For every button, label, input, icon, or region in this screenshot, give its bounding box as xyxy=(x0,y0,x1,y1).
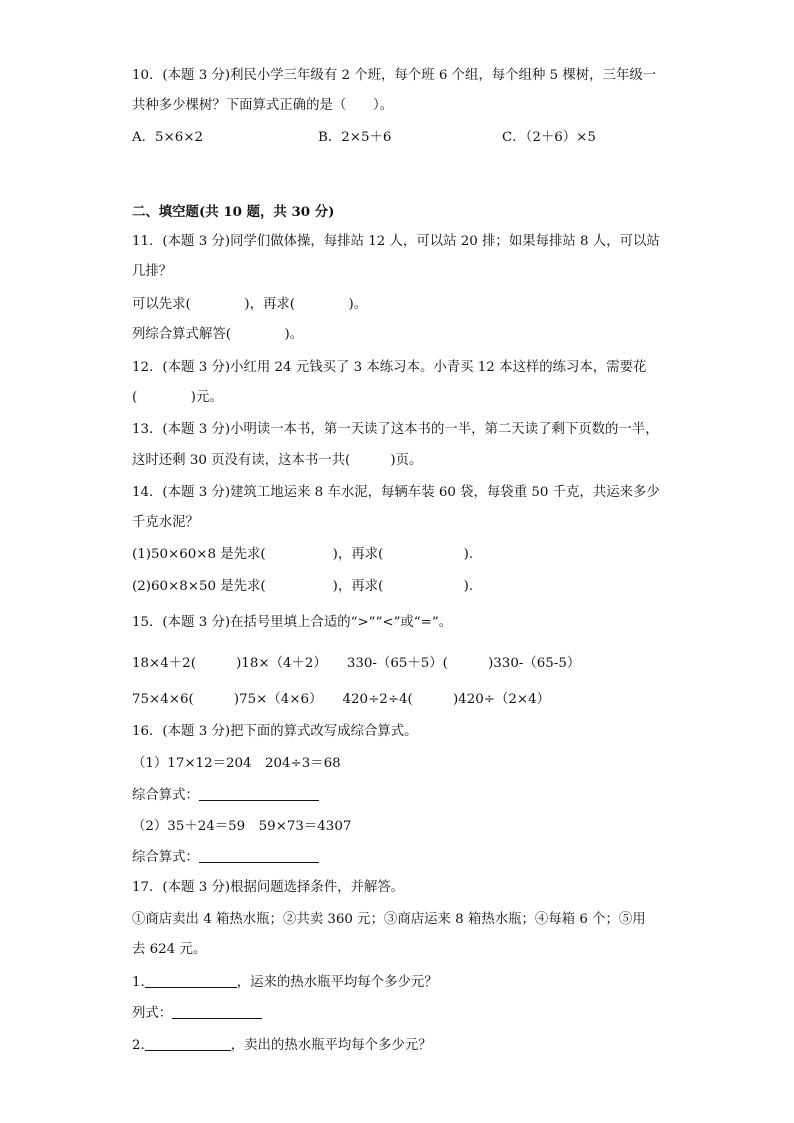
q12-stem-line-1: 12．(本题 3 分)小红用 24 元钱买了 3 本练习本。小青买 12 本这样的练习本，需要花 xyxy=(132,360,647,375)
q11-answer-line-1: 可以先求( )，再求( )。 xyxy=(132,297,368,312)
q11-answer-line-2: 列综合算式解答( )。 xyxy=(132,327,304,342)
answer-blank-line[interactable] xyxy=(145,973,237,988)
answer-blank-line[interactable] xyxy=(172,1004,262,1019)
q14-subquestion-1: (1)50×60×8 是先求( )，再求( ). xyxy=(132,547,474,562)
q16-equation-1: （1）17×12＝204 204÷3＝68 xyxy=(132,756,341,771)
q17-item-1: 1. ，运来的热水瓶平均每个多少元？ xyxy=(132,975,438,990)
q17-formula-line: 列式： xyxy=(132,1004,262,1024)
q17-conditions-line-1: ①商店卖出 4 箱热水瓶；②共卖 360 元；③商店运来 8 箱热水瓶；④每箱 6 个；⑤用 xyxy=(132,912,646,927)
q10-option-a: A．5×6×2 xyxy=(132,130,204,145)
q13-stem-line-2: 这时还剩 30 页没有读，这本书一共( )页。 xyxy=(132,453,423,468)
q10-option-b: B．2×5＋6 xyxy=(318,130,392,145)
q13-stem-line-1: 13．(本题 3 分)小明读一本书，第一天读了这本书的一半，第二天读了剩下页数的一半， xyxy=(132,422,659,437)
section-heading: 二、填空题(共 10 题，共 30 分) xyxy=(132,204,335,220)
q16-equation-2: （2）35＋24＝59 59×73＝4307 xyxy=(132,819,352,834)
q11-stem-line-2: 几排？ xyxy=(132,264,173,279)
q17-stem: 17．(本题 3 分)根据问题选择条件，并解答。 xyxy=(132,880,405,895)
q14-subquestion-2: (2)60×8×50 是先求( )，再求( ). xyxy=(132,579,474,594)
q10-stem-line-2: 共种多少棵树？下面算式正确的是（ ）。 xyxy=(132,98,394,113)
answer-blank-line[interactable] xyxy=(199,848,319,863)
q14-stem-line-1: 14．(本题 3 分)建筑工地运来 8 车水泥，每辆车装 60 袋，每袋重 50 千克，共运来多少 xyxy=(132,485,660,500)
q12-stem-line-2: ( )元。 xyxy=(132,390,223,405)
q16-combined-formula-1: 综合算式： xyxy=(132,786,319,806)
q17-conditions-line-2: 去 624 元。 xyxy=(132,942,207,957)
q15-stem: 15．(本题 3 分)在括号里填上合适的“>”“<”或“=”。 xyxy=(132,615,453,630)
q14-stem-line-2: 千克水泥？ xyxy=(132,515,199,530)
q11-stem-line-1: 11．(本题 3 分)同学们做体操，每排站 12 人，可以站 20 排；如果每排站 8 人，可以站 xyxy=(132,234,660,249)
q16-stem: 16．(本题 3 分)把下面的算式改写成综合算式。 xyxy=(132,724,418,739)
answer-blank-line[interactable] xyxy=(145,1036,231,1051)
q15-compare-row-2: 75×4×6( )75×（4×6） 420÷2÷4( )420÷（2×4） xyxy=(132,692,550,707)
q15-compare-row-1: 18×4＋2( )18×（4＋2） 330-（65＋5）( )330-（65-5） xyxy=(132,656,581,671)
q17-item-2: 2. ，卖出的热水瓶平均每个多少元？ xyxy=(132,1038,432,1053)
q10-option-c: C．（2＋6）×5 xyxy=(502,130,596,145)
q16-combined-formula-2: 综合算式： xyxy=(132,848,319,868)
answer-blank-line[interactable] xyxy=(199,786,319,801)
q10-stem-line-1: 10．(本题 3 分)利民小学三年级有 2 个班，每个班 6 个组，每个组种 5 棵树，三年级一 xyxy=(132,68,657,83)
